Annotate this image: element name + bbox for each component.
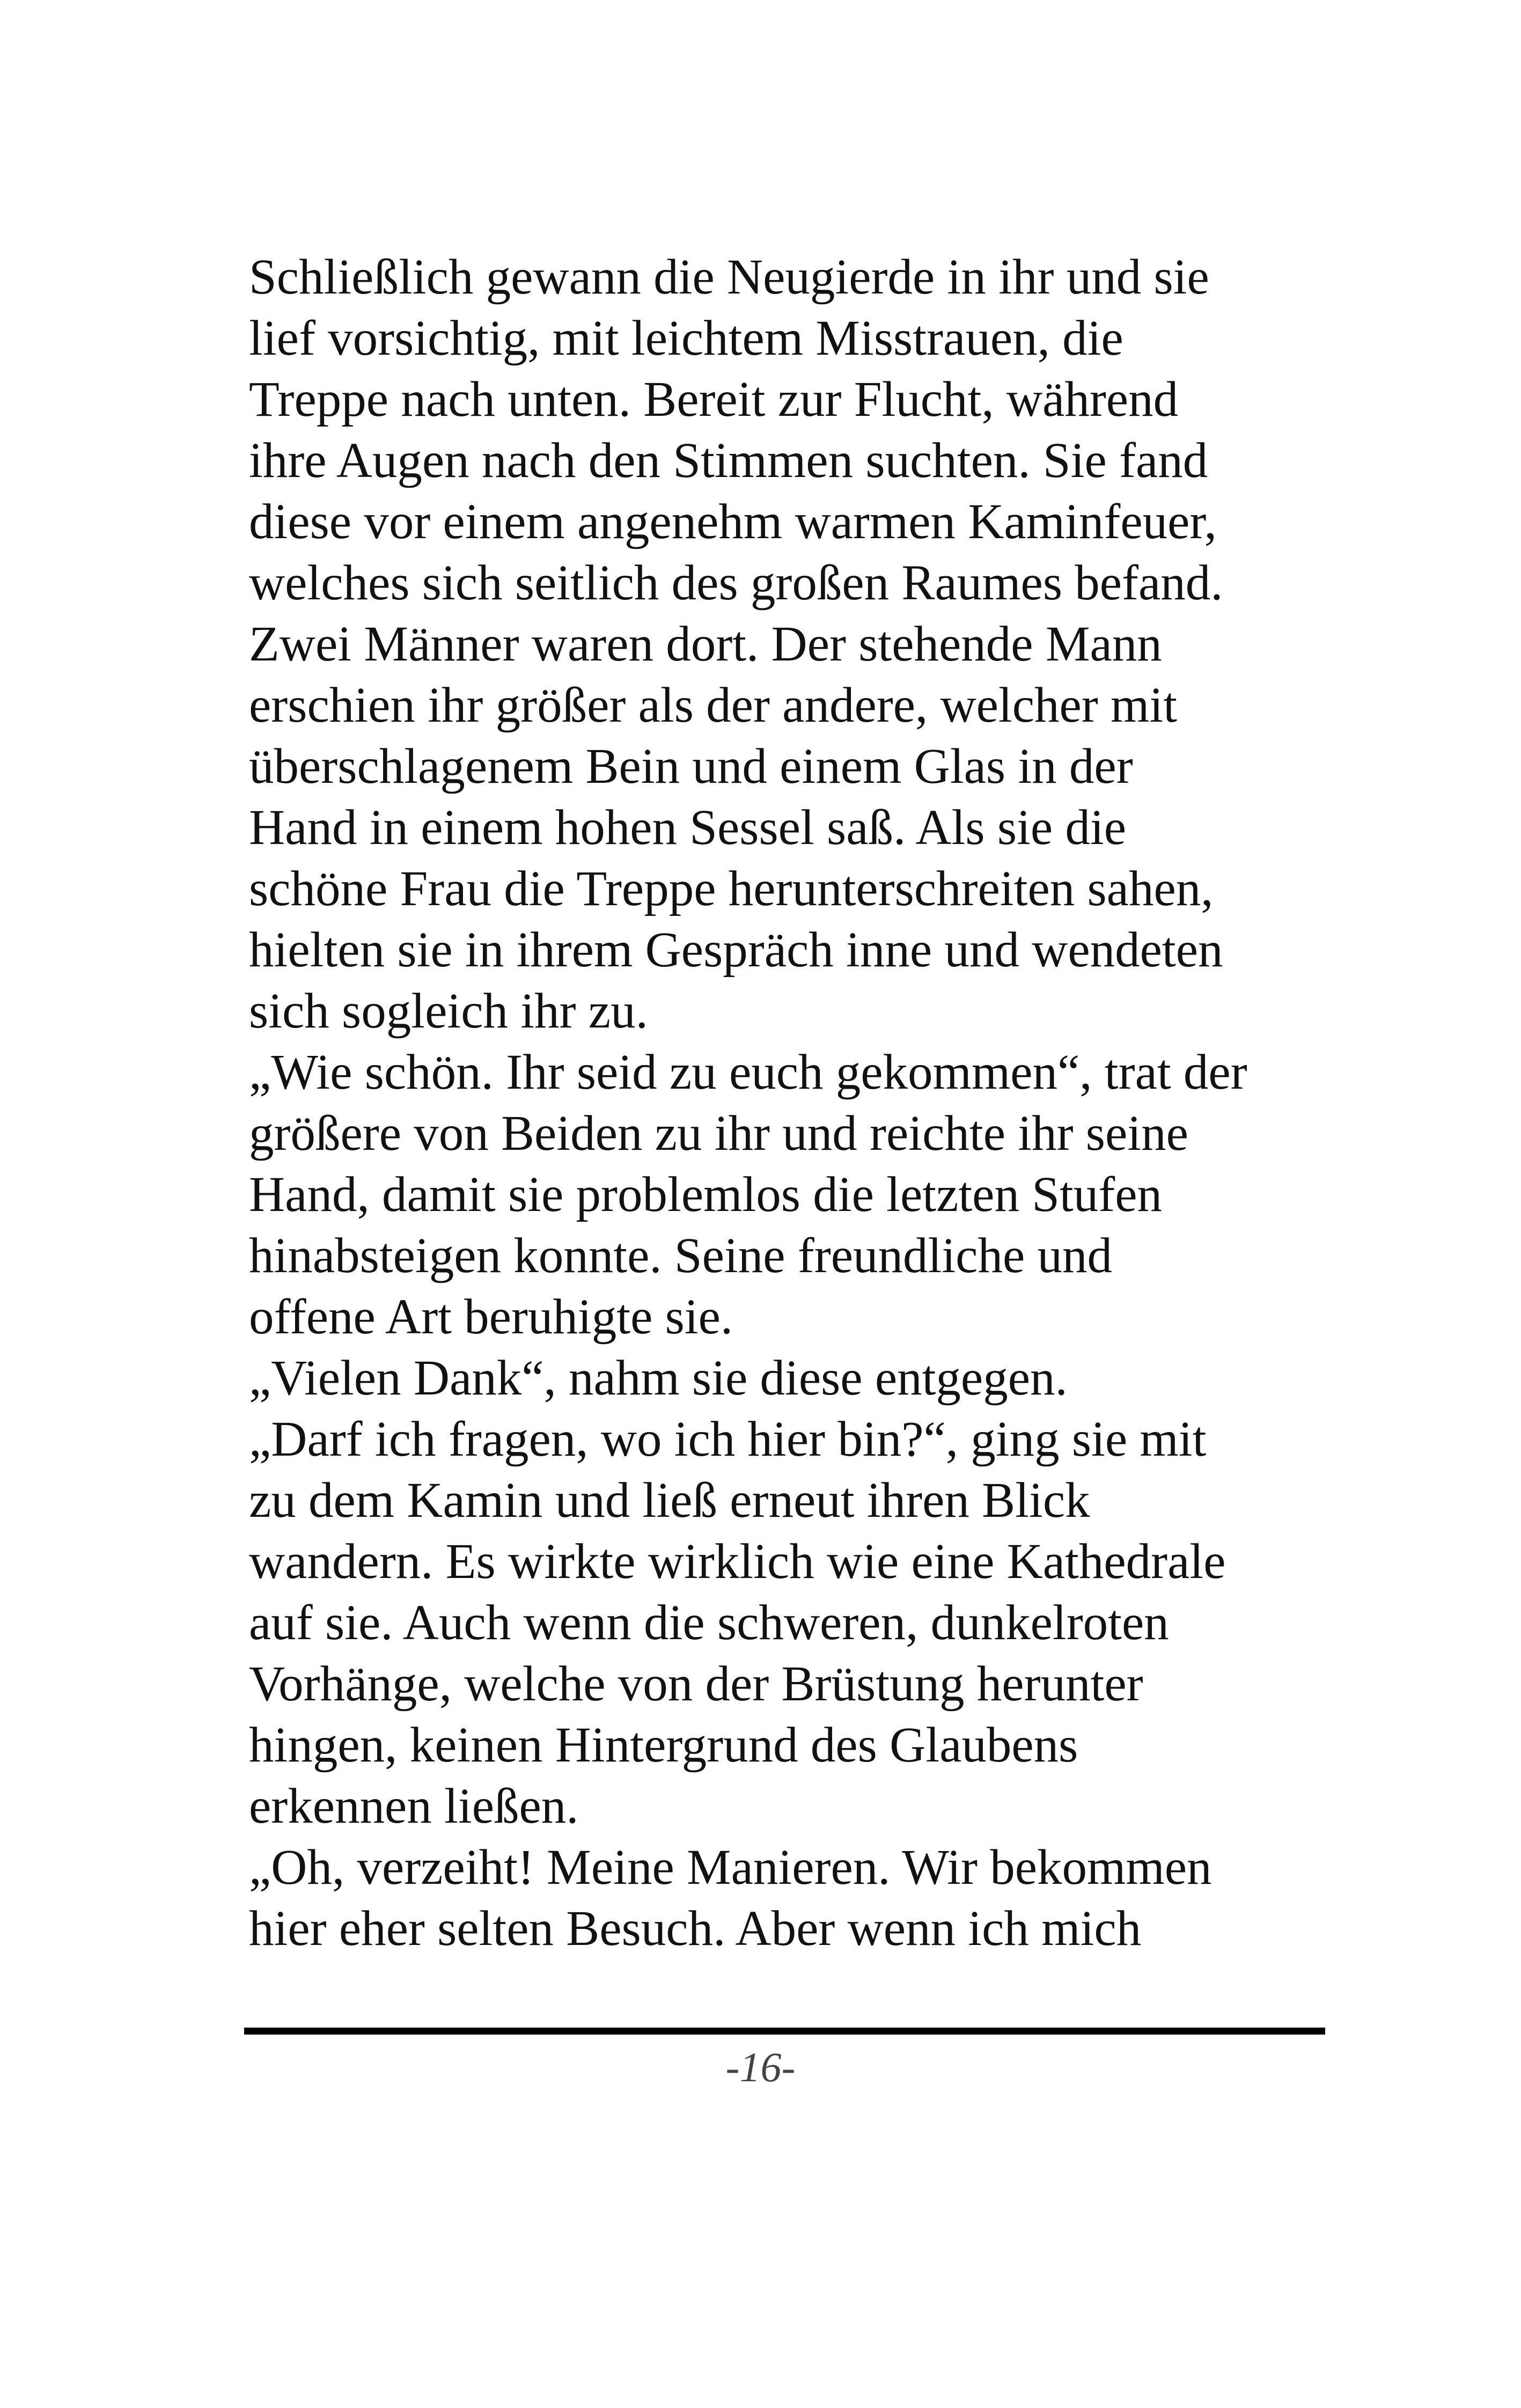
- text-line: diese vor einem angenehm warmen Kaminfeuer,: [249, 494, 1217, 549]
- text-line: hier eher selten Besuch. Aber wenn ich mich: [249, 1901, 1142, 1956]
- text-line: schöne Frau die Treppe herunterschreiten sahen,: [249, 861, 1214, 916]
- text-line: „Vielen Dank“, nahm sie diese entgegen.: [249, 1350, 1068, 1406]
- text-line: sich sogleich ihr zu.: [249, 983, 648, 1039]
- text-line: welches sich seitlich des großen Raumes befand.: [249, 555, 1223, 611]
- text-line: erschien ihr größer als der andere, welcher mit: [249, 678, 1178, 733]
- text-line: zu dem Kamin und ließ erneut ihren Blick: [249, 1473, 1090, 1528]
- body-text: [249, 247, 1349, 1959]
- text-line: hielten sie in ihrem Gespräch inne und wendeten: [249, 922, 1223, 978]
- text-line: hinabsteigen konnte. Seine freundliche und: [249, 1228, 1112, 1283]
- text-line: offene Art beruhigte sie.: [249, 1289, 733, 1345]
- footer-divider: [244, 2028, 1325, 2035]
- text-line: Hand, damit sie problemlos die letzten Stufen: [249, 1167, 1163, 1222]
- text-line: lief vorsichtig, mit leichtem Misstrauen, die: [249, 311, 1123, 366]
- text-line: „Oh, verzeiht! Meine Manieren. Wir bekommen: [249, 1840, 1212, 1895]
- text-line: erkennen ließen.: [249, 1779, 579, 1834]
- text-line: Zwei Männer waren dort. Der stehende Mann: [249, 616, 1162, 672]
- text-line: auf sie. Auch wenn die schweren, dunkelroten: [249, 1595, 1169, 1650]
- text-line: Schließlich gewann die Neugierde in ihr und sie: [249, 249, 1209, 305]
- text-line: ihre Augen nach den Stimmen suchten. Sie fand: [249, 433, 1208, 488]
- text-line: „Wie schön. Ihr seid zu euch gekommen“, trat der: [249, 1045, 1247, 1100]
- text-line: überschlagenem Bein und einem Glas in der: [249, 739, 1133, 794]
- text-line: Vorhänge, welche von der Brüstung herunter: [249, 1656, 1143, 1712]
- text-line: wandern. Es wirkte wirklich wie eine Kathedrale: [249, 1534, 1226, 1589]
- text-line: Treppe nach unten. Bereit zur Flucht, während: [249, 372, 1179, 427]
- text-line: größere von Beiden zu ihr und reichte ihr seine: [249, 1106, 1188, 1161]
- text-line: „Darf ich fragen, wo ich hier bin?“, ging sie mit: [249, 1412, 1207, 1467]
- text-line: Hand in einem hohen Sessel saß. Als sie die: [249, 800, 1126, 855]
- text-line: hingen, keinen Hintergrund des Glaubens: [249, 1717, 1078, 1773]
- page-number: -16-: [725, 2044, 796, 2090]
